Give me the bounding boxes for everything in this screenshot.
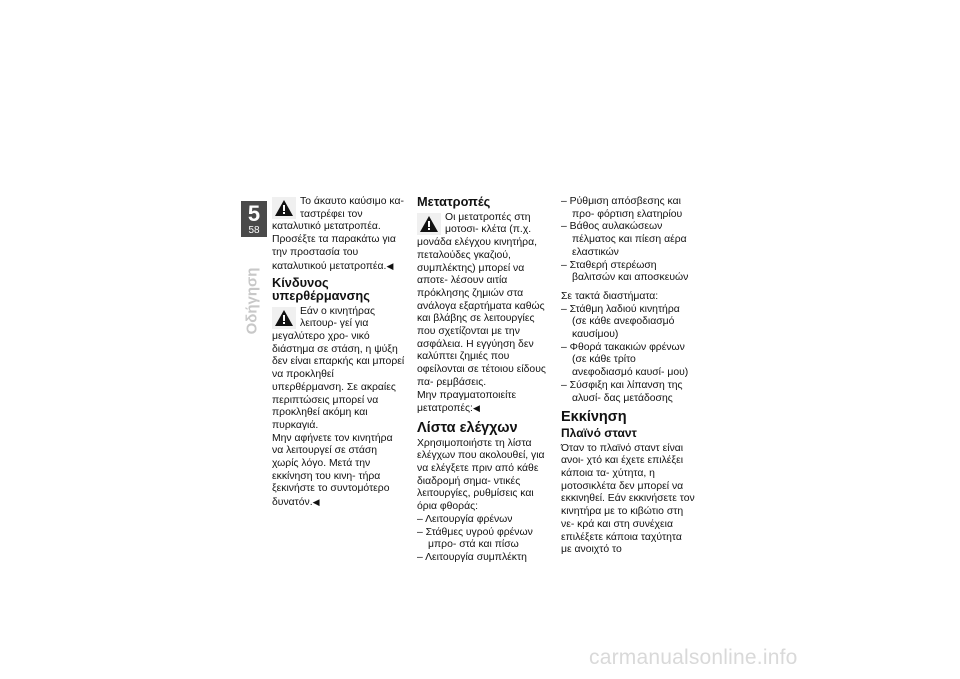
list-item: – Σύσφιξη και λίπανση της αλυσί- δας μετάδοσης	[561, 379, 683, 404]
modifications-paragraph: Μην πραγματοποιείτε μετατροπές:◀	[417, 389, 517, 415]
warning-triangle-icon	[417, 213, 441, 235]
heading-side-stand: Πλαϊνό σταντ	[561, 425, 637, 440]
list-item: – Στάθμη λαδιού κινητήρα (σε κάθε ανεφοδιασμό καυσίμου)	[561, 303, 680, 341]
column-3	[561, 196, 695, 557]
checklist-list	[417, 514, 551, 565]
list-item: – Βάθος αυλακώσεων πέλματος και πίεση αέρα ελαστικών	[561, 221, 687, 258]
side-label-text: Οδήγηση	[243, 267, 261, 335]
interval-list	[561, 304, 695, 406]
list-item: – Σταθερή στερέωση βαλιτσών και αποσκευών	[561, 259, 689, 284]
list-item: – Λειτουργία συμπλέκτη	[417, 551, 527, 563]
side-label	[237, 268, 267, 334]
warning-triangle-icon	[272, 307, 296, 329]
end-mark-icon: ◀	[386, 260, 394, 271]
page-number: 58	[248, 225, 260, 236]
checklist-intro: Χρησιμοποιήστε τη λίστα ελέγχων που ακολουθεί, για να ελέγξετε πριν από κάθε διαδρομή σημα- ντικές λειτουργίες, ρυθμίσεις και όρια φθοράς:	[417, 437, 545, 513]
interval-intro: Σε τακτά διαστήματα:	[561, 290, 659, 302]
heading-starting: Εκκίνηση	[561, 409, 627, 426]
end-mark-icon: ◀	[312, 497, 320, 508]
watermark: carmanualsonline.info	[589, 646, 798, 669]
warning-triangle-icon	[272, 197, 296, 219]
column-1	[272, 196, 406, 510]
idle-paragraph: Μην αφήνετε τον κινητήρα να λειτουργεί σε στάση χωρίς λόγο. Μετά την εκκίνηση του κινη- τήρα ξεκινήστε το συντομότερο δυνατόν.◀	[272, 432, 393, 509]
warning-paragraph-overheat: Εάν ο κινητήρας λειτουρ- γεί για μεγαλύτερο χρο- νικό διάστημα σε στάση, η ψύξη δεν είναι επαρκής και μπορεί να προκληθεί υπερθέρμανση. Σε ακραίες περιπτώσεις μπορεί να προκληθεί ακόμη και πυρκαγιά.	[272, 305, 405, 431]
end-mark-icon: ◀	[472, 403, 480, 414]
list-item: – Ρύθμιση απόσβεσης και προ- φόρτιση ελατηρίου	[561, 196, 683, 220]
column-2	[417, 196, 551, 565]
warning-paragraph-fuel: Το άκαυτο καύσιμο κα- ταστρέφει τον καταλυτικό μετατροπέα.	[272, 196, 404, 233]
catalyst-paragraph: Προσέξτε τα παρακάτω για την προστασία του καταλυτικού μετατροπέα.◀	[272, 234, 396, 272]
heading-checklist: Λίστα ελέγχων	[417, 419, 518, 436]
side-stand-paragraph: Όταν το πλαϊνό σταντ είναι ανοι- χτό και έχετε επιλέξει κάποια τα- χύτητα, η μοτοσικλέτα δεν μπορεί να εκκινηθεί. Εάν εκκινήσετε τον κινητήρα με το κιβώτιο στη νε- κρά και στη συνέχεια επιλέξετε κάποια ταχύτητα με ανοιχτό το	[561, 442, 695, 556]
heading-modifications: Μετατροπές	[417, 194, 491, 209]
checklist-list-continued	[561, 196, 695, 285]
warning-paragraph-modifications: Οι μετατροπές στη μοτοσι- κλέτα (π.χ. μονάδα ελέγχου κινητήρα, πεταλούδες γκαζιού, συμπλέκτης) μπορεί να αποτε- λέσουν αιτία πρόκλησης ζημιών στα ανάλογα εξαρτήματα καθώς και βλάβης σε λειτουργίες που σχετίζονται με την ασφάλεια. Η εγγύηση δεν καλύπτει ζημιές που οφείλονται σε τέτοιου είδους πα- ρεμβάσεις.	[417, 211, 546, 388]
chapter-number: 5	[247, 201, 261, 226]
list-item: – Φθορά τακακιών φρένων (σε κάθε τρίτο ανεφοδιασμό καυσί- μου)	[561, 341, 689, 379]
list-item: – Λειτουργία φρένων	[417, 513, 513, 525]
heading-overheat: Κίνδυνος υπερθέρμανσης	[272, 275, 370, 303]
list-item: – Στάθμες υγρού φρένων μπρο- στά και πίσω	[417, 526, 533, 551]
